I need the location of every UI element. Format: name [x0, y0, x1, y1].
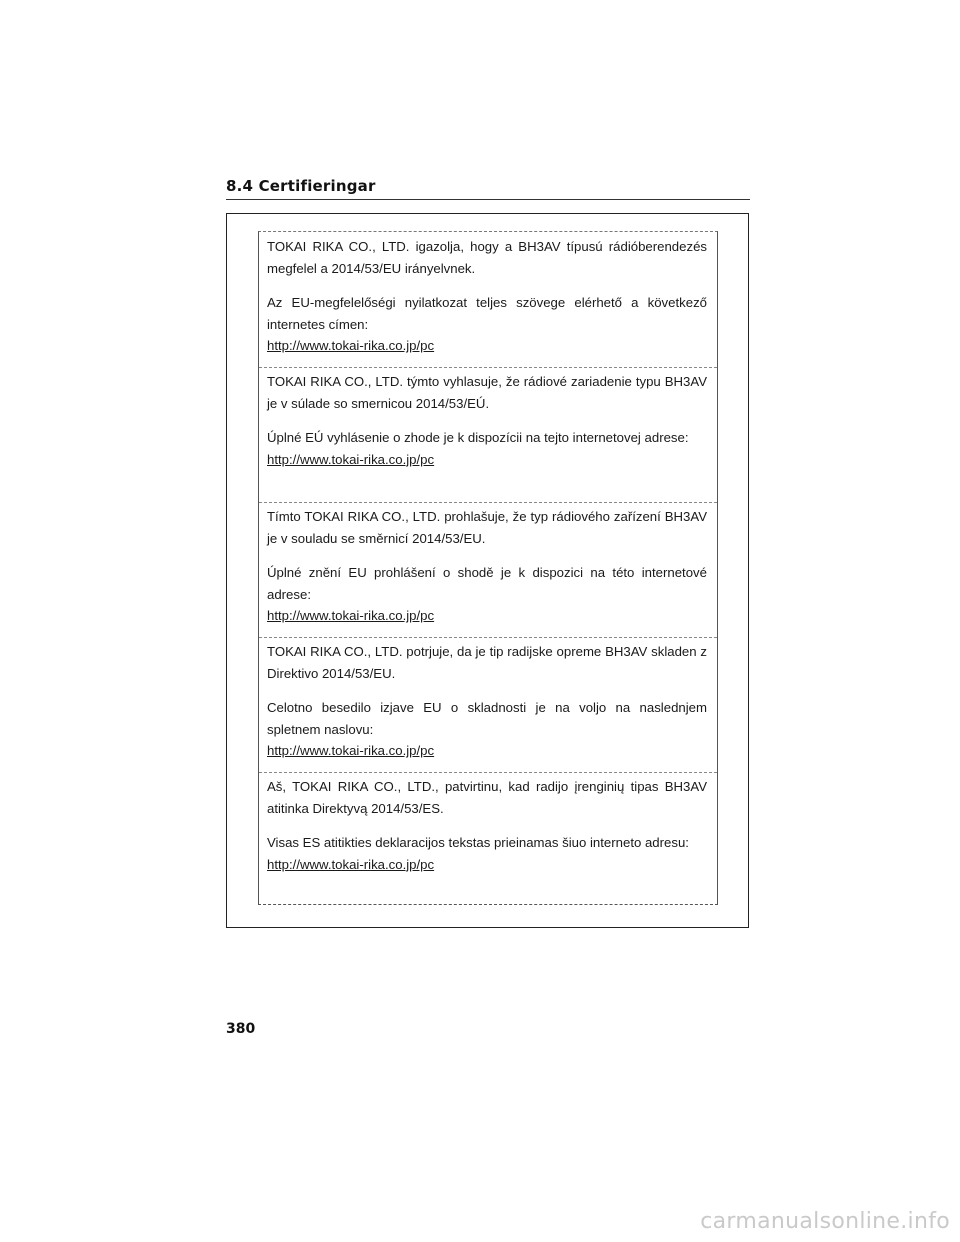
declaration-section-czech — [259, 506, 717, 627]
declaration-section-slovenian — [259, 641, 717, 762]
page-title: 8.4 Certifieringar — [226, 177, 376, 195]
availability-text: Úplné EÚ vyhlásenie o zhode je k dispozícii na tejto internetovej adrese: — [267, 430, 689, 445]
availability-text: Úplné znění EU prohlášení o shodě je k dispozici na této internetové adrese: — [267, 565, 707, 602]
section-divider — [259, 367, 717, 368]
declaration-link[interactable]: http://www.tokai-rika.co.jp/pc — [267, 856, 435, 872]
availability-text: Celotno besedilo izjave EU o skladnosti je na voljo na naslednjem spletnem naslovu: — [267, 700, 707, 737]
declaration-link[interactable]: http://www.tokai-rika.co.jp/pc — [267, 451, 435, 467]
declaration-section-hungarian — [259, 236, 717, 357]
section-divider — [259, 772, 717, 773]
availability-text: Az EU-megfelelőségi nyilatkozat teljes szövege elérhető a következő internetes címen: — [267, 295, 707, 332]
page-number: 380 — [226, 1021, 256, 1037]
declaration-link[interactable]: http://www.tokai-rika.co.jp/pc — [267, 608, 435, 623]
availability-text: Visas ES atitikties deklaracijos tekstas prieinamas šiuo interneto adresu: — [267, 835, 689, 850]
declaration-text: TOKAI RIKA CO., LTD. týmto vyhlasuje, že rádiové zariadenie typu BH3AV je v súlade so smernicou 2014/53/EÚ. — [267, 374, 707, 411]
declaration-section-lithuanian — [259, 776, 717, 875]
watermark: carmanualsonline.info — [700, 1209, 950, 1234]
section-divider — [259, 502, 717, 503]
declaration-text: TOKAI RIKA CO., LTD. potrjuje, da je tip radijske opreme BH3AV skladen z Direktivo 2014/53/EU. — [267, 644, 707, 681]
declaration-section-slovak — [259, 371, 717, 470]
declaration-link[interactable]: http://www.tokai-rika.co.jp/pc — [267, 338, 435, 353]
section-divider — [259, 637, 717, 638]
declarations-box — [258, 231, 718, 905]
declaration-text: Tímto TOKAI RIKA CO., LTD. prohlašuje, že typ rádiového zařízení BH3AV je v souladu se směrnicí 2014/53/EU. — [267, 509, 707, 546]
declaration-link[interactable]: http://www.tokai-rika.co.jp/pc — [267, 743, 435, 758]
declaration-text: TOKAI RIKA CO., LTD. igazolja, hogy a BH3AV típusú rádióberendezés megfelel a 2014/53/EU irányelvnek. — [267, 239, 707, 276]
title-divider — [226, 199, 750, 200]
declaration-text: Aš, TOKAI RIKA CO., LTD., patvirtinu, kad radijo įrenginių tipas BH3AV atitinka Direktyvą 2014/53/ES. — [267, 779, 707, 816]
